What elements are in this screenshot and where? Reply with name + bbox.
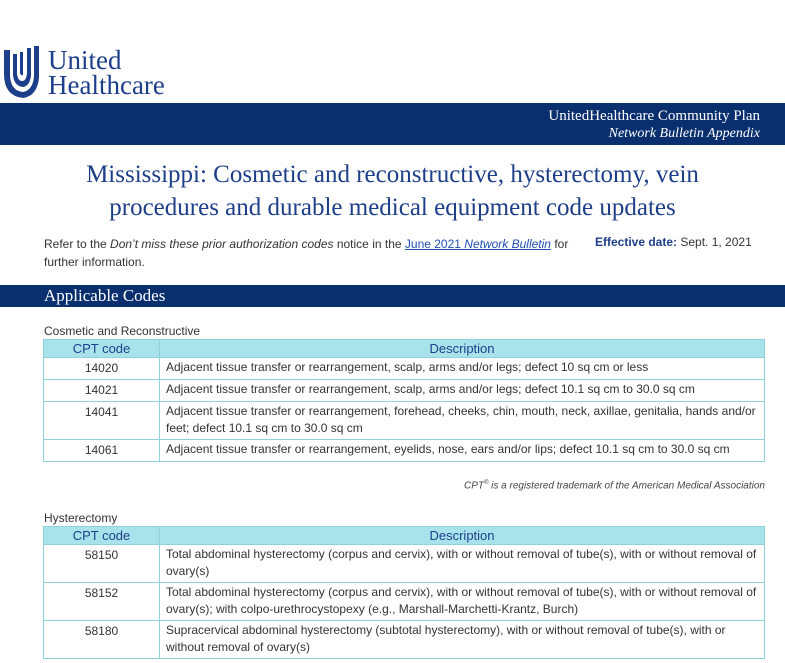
cpt-code-header: CPT code bbox=[44, 340, 160, 358]
banner-appendix-name: Network Bulletin Appendix bbox=[608, 126, 760, 141]
cpt-code-cell: 58150 bbox=[44, 545, 160, 583]
table-row bbox=[44, 380, 765, 402]
logo-line-2: Healthcare bbox=[48, 73, 172, 98]
table-row bbox=[44, 621, 765, 659]
effective-date-value: Sept. 1, 2021 bbox=[677, 235, 752, 249]
table-header-row bbox=[44, 527, 765, 545]
banner-plan-name: UnitedHealthcare Community Plan bbox=[548, 108, 760, 124]
cpt-code-cell: 14020 bbox=[44, 358, 160, 380]
effective-date bbox=[595, 235, 752, 249]
table-header-row bbox=[44, 340, 765, 358]
cosmetic-codes-table bbox=[43, 339, 765, 462]
hysterectomy-codes-table bbox=[43, 526, 765, 659]
description-cell: Adjacent tissue transfer or rearrangement, forehead, cheeks, chin, mouth, neck, axillae, genitalia, hands and/or feet; defect 10.1 sq cm to 30.0 sq cm bbox=[160, 402, 765, 440]
description-cell: Adjacent tissue transfer or rearrangement, eyelids, nose, ears and/or lips; defect 10.1 sq cm to 30.0 sq cm bbox=[160, 440, 765, 462]
description-cell: Supracervical abdominal hysterectomy (subtotal hysterectomy), with or without removal of tube(s), with or without removal of ovary(s) bbox=[160, 621, 765, 659]
table-row bbox=[44, 358, 765, 380]
cpt-code-cell: 58180 bbox=[44, 621, 160, 659]
logo-line-1: United bbox=[48, 45, 122, 75]
notice-name: Don’t miss these prior authorization codes bbox=[110, 237, 334, 251]
effective-date-label: Effective date: bbox=[595, 235, 678, 249]
description-cell: Total abdominal hysterectomy (corpus and cervix), with or without removal of tube(s), with or without removal of ovary(s) bbox=[160, 545, 765, 583]
page-title-line-1: Mississippi: Cosmetic and reconstructive, hysterectomy, vein bbox=[86, 161, 699, 188]
cpt-code-cell: 58152 bbox=[44, 583, 160, 621]
description-header: Description bbox=[160, 527, 765, 545]
description-cell: Adjacent tissue transfer or rearrangement, scalp, arms and/or legs; defect 10 sq cm or less bbox=[160, 358, 765, 380]
table-row bbox=[44, 545, 765, 583]
cpt-code-header: CPT code bbox=[44, 527, 160, 545]
bulletin-link[interactable]: June 2021 Network Bulletin bbox=[404, 237, 551, 251]
table-row bbox=[44, 402, 765, 440]
hysterectomy-group-label: Hysterectomy bbox=[44, 511, 118, 525]
page-title bbox=[0, 158, 785, 224]
trademark-note: CPT® is a registered trademark of the American Medical Association bbox=[463, 480, 765, 492]
u-shield-icon bbox=[1, 44, 41, 100]
header-banner bbox=[0, 103, 785, 145]
section-header bbox=[0, 285, 785, 307]
cpt-code-cell: 14061 bbox=[44, 440, 160, 462]
cpt-code-cell: 14021 bbox=[44, 380, 160, 402]
table-row bbox=[44, 583, 765, 621]
cpt-code-cell: 14041 bbox=[44, 402, 160, 440]
cosmetic-group-label: Cosmetic and Reconstructive bbox=[44, 324, 201, 338]
intro-paragraph: Refer to the Don’t miss these prior authorization codes notice in the June 2021 Network Bulletin for further information. bbox=[44, 237, 569, 269]
description-cell: Adjacent tissue transfer or rearrangement, scalp, arms and/or legs; defect 10.1 sq cm to 30.0 sq cm bbox=[160, 380, 765, 402]
description-header: Description bbox=[160, 340, 765, 358]
table-row bbox=[44, 440, 765, 462]
description-cell: Total abdominal hysterectomy (corpus and cervix), with or without removal of tube(s), with or without removal of ovary(s); with colpo-urethrocystopexy (e.g., Marshall-Marchetti-Krantz, Burch) bbox=[160, 583, 765, 621]
section-title: Applicable Codes bbox=[44, 286, 166, 305]
page-title-line-2: procedures and durable medical equipment code updates bbox=[109, 194, 676, 221]
